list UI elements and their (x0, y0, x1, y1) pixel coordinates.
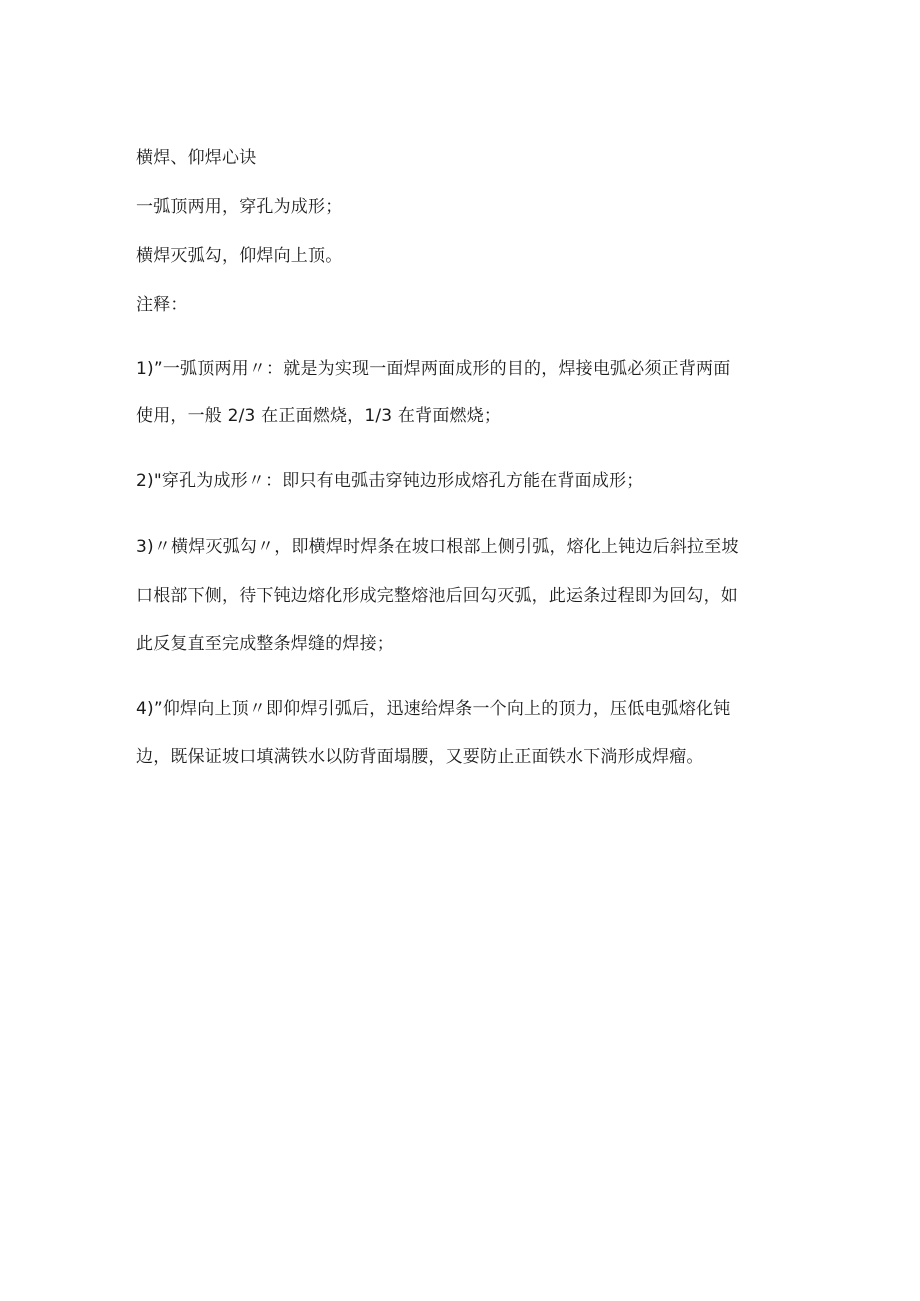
note-4-line-1: 4)”仰焊向上顶〃即仰焊引弧后，迅速给焊条一个向上的顶力，压低电弧熔化钝 (136, 699, 731, 719)
note-3-line-2: 口根部下侧，待下钝边熔化形成完整熔池后回勾灭弧，此运条过程即为回勾，如 (136, 586, 738, 606)
note-1-line-1: 1)”一弧顶两用〃：就是为实现一面焊两面成形的目的，焊接电弧必须正背两面 (136, 359, 731, 379)
note-4-line-2: 边，既保证坡口填满铁水以防背面塌腰，又要防止正面铁水下淌形成焊瘤。 (136, 747, 704, 767)
note-2-line-1: 2)"穿孔为成形〃：即只有电弧击穿钝边形成熔孔方能在背面成形； (136, 471, 644, 491)
notes-heading: 注释： (136, 295, 188, 315)
document-title: 横焊、仰焊心诀 (136, 148, 257, 168)
note-3-line-1: 3)〃横焊灭弧勾〃，即横焊时焊条在坡口根部上侧引弧，熔化上钝边后斜拉至坡 (136, 537, 739, 557)
verse-line-2: 横焊灭弧勾，仰焊向上顶。 (136, 246, 343, 266)
note-1-line-2: 使用，一般 2/3 在正面燃烧，1/3 在背面燃烧； (136, 406, 502, 426)
note-3-line-3: 此反复直至完成整条焊缝的焊接； (136, 634, 394, 654)
verse-line-1: 一弧顶两用，穿孔为成形； (136, 197, 343, 217)
